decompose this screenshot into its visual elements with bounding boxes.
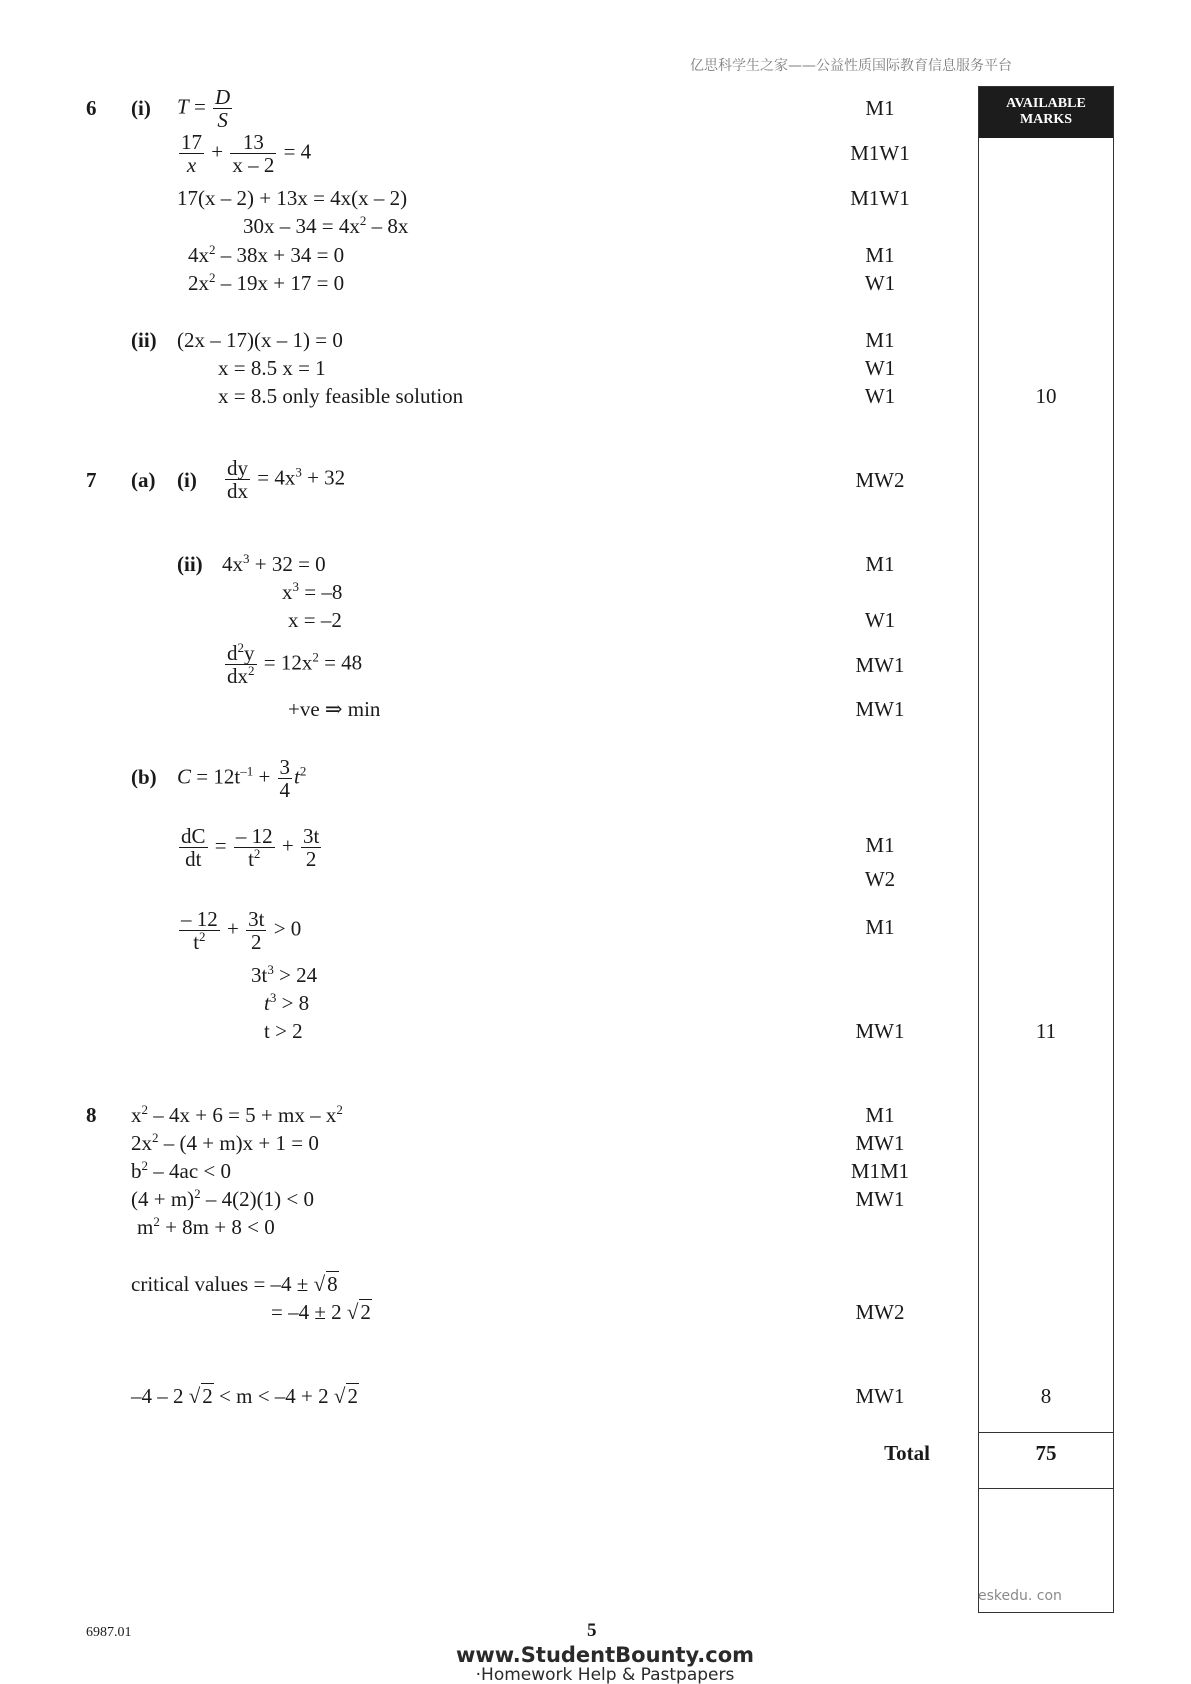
question-7-number: 7: [86, 468, 97, 492]
expression-part: > 0: [273, 916, 302, 941]
q6-step-time-formula: [177, 86, 234, 131]
q7-mark-5: MW1: [855, 697, 905, 721]
fraction-numerator: 3: [279, 755, 291, 779]
q7-dy-dx-fraction: [225, 457, 250, 502]
q7-mark-7: W2: [864, 867, 896, 891]
fraction-denominator: [225, 665, 257, 687]
equals-sign: =: [214, 833, 227, 858]
expression-part: critical values = –4 ±: [131, 1272, 314, 1296]
q7-step-second-derivative: [223, 642, 362, 687]
q7-minus-12-over-t2-fraction: [179, 908, 220, 953]
q7-mark-8: M1: [865, 915, 895, 939]
plus-sign: +: [227, 916, 239, 941]
expression-part: = 12x: [263, 650, 313, 675]
expression-part: b: [131, 1159, 142, 1183]
q8-step-substituted: [131, 1186, 314, 1211]
q6-mark-5: W1: [864, 271, 896, 295]
expression-part: d: [227, 641, 238, 665]
superscript: 2: [248, 663, 255, 679]
header-watermark: 亿思科学生之家——公益性质国际教育信息服务平台: [690, 58, 1012, 74]
q7-mark-2: M1: [865, 552, 895, 576]
available-marks-header-line2: MARKS: [1019, 112, 1073, 127]
expression-part: – 38x + 34 = 0: [215, 243, 345, 267]
q8-mark-4: MW1: [855, 1187, 905, 1211]
site-tagline: ·Homework Help & Pastpapers: [475, 1665, 735, 1684]
radicand: 8: [327, 1272, 338, 1296]
q6-mark-1: M1: [865, 96, 895, 120]
fraction-numerator: 17: [181, 130, 202, 154]
superscript: 2: [209, 270, 216, 285]
expression-part: + 8m + 8 < 0: [159, 1215, 275, 1239]
q8-step-quadratic: [131, 1130, 319, 1155]
page-number: 5: [587, 1620, 597, 1641]
expression-part: C: [177, 764, 192, 789]
fraction-denominator: [234, 848, 275, 870]
square-root: [347, 1302, 372, 1323]
q7-mark-6: M1: [865, 833, 895, 857]
q6-mark-6: M1: [865, 328, 895, 352]
square-root: [334, 1386, 359, 1407]
expression-part: 4x: [222, 552, 243, 576]
fraction-numerator: – 12: [181, 907, 218, 931]
expression-part: 3t: [251, 963, 268, 987]
expression-part: = 4x: [257, 465, 296, 490]
q6-step-expanded: 17(x – 2) + 13x = 4x(x – 2): [177, 186, 408, 210]
superscript: 3: [295, 464, 302, 480]
q6-mark-7: W1: [864, 356, 896, 380]
q8-mark-2: MW1: [855, 1131, 905, 1155]
radicand: 2: [347, 1384, 358, 1408]
q7-mark-9: MW1: [855, 1019, 905, 1043]
q6-mark-3: M1W1: [850, 186, 910, 210]
q7-mark-3: W1: [864, 608, 896, 632]
superscript: 2: [253, 846, 261, 862]
q6-distance-over-speed-fraction: [213, 86, 232, 131]
fraction-denominator: x: [186, 153, 197, 178]
superscript: 2: [152, 1130, 159, 1145]
superscript: 3: [292, 579, 299, 594]
fraction-denominator: 2: [251, 930, 262, 955]
total-marks-value: 75: [1035, 1441, 1057, 1465]
radical-sign: √: [188, 1384, 201, 1408]
plus-sign: +: [253, 764, 276, 789]
q8-step-intersection: [131, 1102, 343, 1127]
square-root: [189, 1386, 214, 1407]
q7-3t-over-2-fraction: [301, 825, 321, 870]
q7-step-cost-function: [177, 756, 306, 801]
superscript: 3: [269, 990, 277, 1005]
plus-sign: +: [211, 139, 224, 164]
q8-mark-5: MW2: [855, 1300, 905, 1324]
q7-step-t-value: t > 2: [264, 1019, 303, 1043]
q6-part-ii-label: (ii): [131, 328, 157, 352]
q7-available-marks: 11: [1035, 1019, 1057, 1043]
expression-part: = 48: [318, 650, 363, 675]
expression-part: 30x – 34 = 4x: [243, 214, 360, 238]
fraction-denominator: dx: [227, 479, 248, 504]
available-marks-header: [979, 87, 1113, 138]
q8-step-final-range: [131, 1386, 359, 1407]
fraction-denominator: 2: [305, 847, 317, 872]
superscript: 2: [141, 1102, 148, 1117]
q7-step-3t-cubed: [251, 962, 318, 987]
expression-part: – 4x + 6 = 5 + mx – x: [148, 1103, 337, 1127]
q6-equals-sign: =: [188, 94, 206, 119]
superscript: 2: [199, 929, 206, 945]
radicand: 2: [360, 1300, 371, 1324]
expression-part: x: [282, 580, 293, 604]
q7-step-x-cubed: [282, 579, 343, 604]
q7-step-derivative: [223, 457, 345, 502]
fraction-numerator: dC: [181, 824, 206, 848]
superscript: 2: [359, 213, 367, 228]
expression-part: < m < –4 + 2: [213, 1384, 334, 1408]
expression-part: + 32 = 0: [249, 552, 326, 576]
paper-code: 6987.01: [86, 1625, 132, 1640]
radical-sign: √: [346, 1300, 359, 1324]
q6-step-roots: x = 8.5 x = 1: [218, 356, 326, 380]
total-label: Total: [884, 1441, 930, 1465]
fraction-numerator: 13: [230, 131, 276, 154]
fraction-numerator: – 12: [235, 824, 273, 848]
q7-step-x-value: x = –2: [288, 608, 342, 632]
expression-part: = 12t: [191, 764, 241, 789]
q7-d2y-dx2-fraction: [225, 642, 257, 687]
q7-part-i-label: (i): [177, 468, 197, 492]
superscript: 2: [141, 1158, 148, 1173]
expression-part: – 4(2)(1) < 0: [200, 1187, 314, 1211]
available-marks-header-line1: AVAILABLE: [1006, 96, 1086, 111]
q8-mark-1: M1: [865, 1103, 895, 1127]
expression-part: –4 – 2: [131, 1384, 189, 1408]
expression-part: (4 + m): [131, 1187, 195, 1211]
superscript: –1: [240, 763, 254, 779]
total-row-bottom-rule: [978, 1488, 1114, 1489]
expression-part: t: [248, 847, 254, 872]
expression-part: > 8: [276, 991, 310, 1015]
expression-part: 2x: [188, 271, 209, 295]
fraction-denominator: x – 2: [232, 153, 275, 178]
fraction-numerator: 3t: [248, 907, 265, 931]
q7-step-t-cubed: [264, 990, 310, 1015]
fraction-numerator: dy: [227, 456, 248, 480]
q7-step-inequality: [177, 908, 301, 953]
q6-step-fraction-equation: [177, 131, 311, 176]
expression-part: = –8: [299, 580, 343, 604]
fraction-numerator: D: [215, 85, 231, 109]
fraction-numerator: [225, 642, 257, 665]
q8-available-marks: 8: [1040, 1384, 1052, 1408]
q6-time-symbol: T: [177, 94, 189, 119]
q7-step-cost-derivative: [177, 825, 323, 870]
plus-sign: +: [281, 833, 294, 858]
q6-mark-2: M1W1: [850, 141, 910, 165]
q6-step-feasible-solution: x = 8.5 only feasible solution: [218, 384, 464, 408]
footer-watermark: eskedu. con: [978, 1588, 1062, 1604]
superscript: 2: [299, 763, 307, 779]
expression-part: > 24: [273, 963, 318, 987]
superscript: 2: [312, 649, 319, 665]
expression-part: m: [137, 1215, 154, 1239]
q6-step-factorised: (2x – 17)(x – 1) = 0: [177, 328, 343, 352]
q7-minus-12-over-t2-fraction: [234, 825, 275, 870]
expression-part: t: [264, 991, 270, 1015]
q7-part-b-label: (b): [131, 765, 157, 789]
q7-three-quarters-fraction: [278, 756, 293, 801]
q6-fraction-13-over-x-minus-2: [230, 131, 276, 176]
q6-mark-4: M1: [865, 243, 895, 267]
expression-part: 2x: [131, 1131, 152, 1155]
radical-sign: √: [333, 1384, 346, 1408]
q7-3t-over-2-fraction: [246, 908, 266, 953]
total-row-top-rule: [978, 1432, 1114, 1433]
expression-part: – 8x: [366, 214, 409, 238]
expression-part: t: [294, 764, 300, 789]
q7-dc-dt-fraction: [179, 825, 208, 870]
site-url: www.StudentBounty.com: [455, 1643, 755, 1667]
fraction-numerator: 3t: [302, 824, 320, 848]
q7-part-ii-label: (ii): [177, 552, 203, 576]
radical-sign: √: [313, 1272, 326, 1296]
expression-part: y: [244, 641, 255, 665]
expression-part: 4x: [188, 243, 209, 267]
q7-mark-1: MW2: [855, 468, 905, 492]
q7-step-minimum: +ve ⇒ min: [288, 697, 381, 721]
fraction-denominator: S: [217, 108, 228, 133]
expression-part: – 4ac < 0: [148, 1159, 231, 1183]
q8-step-critical-values-simplified: [271, 1302, 372, 1323]
superscript: 2: [153, 1214, 160, 1229]
q8-step-critical-values: [131, 1274, 339, 1295]
fraction-denominator: 4: [279, 778, 291, 803]
question-8-number: 8: [86, 1103, 97, 1127]
q8-mark-3: M1M1: [850, 1159, 910, 1183]
expression-part: dx: [227, 664, 248, 689]
square-root: [314, 1274, 339, 1295]
expression-part: t: [193, 930, 200, 955]
superscript: 2: [237, 640, 244, 655]
superscript: 3: [243, 551, 250, 566]
q6-mark-8: W1: [864, 384, 896, 408]
q6-fraction-17-over-x: [179, 131, 204, 176]
superscript: 2: [194, 1186, 201, 1201]
superscript: 3: [267, 962, 274, 977]
q6-step-simplified: [243, 213, 409, 238]
q7-mark-4: MW1: [855, 653, 905, 677]
fraction-denominator: dt: [185, 847, 202, 872]
q6-step-quadratic: [188, 242, 345, 267]
q8-step-discriminant: [131, 1158, 231, 1183]
expression-part: = –4 ± 2: [271, 1300, 347, 1324]
q6-available-marks: 10: [1035, 384, 1057, 408]
studentbounty-logo: [445, 1645, 765, 1684]
q6-part-i-label: (i): [131, 96, 151, 120]
q8-step-m-quadratic: [137, 1214, 275, 1239]
expression-part: – 19x + 17 = 0: [215, 271, 345, 295]
q7-step-set-zero: [222, 551, 326, 576]
q7-part-a-label: (a): [131, 468, 156, 492]
equation-rhs: = 4: [283, 139, 312, 164]
superscript: 2: [336, 1102, 343, 1117]
q8-mark-6: MW1: [855, 1384, 905, 1408]
expression-part: x: [131, 1103, 142, 1127]
expression-part: – (4 + m)x + 1 = 0: [158, 1131, 319, 1155]
radicand: 2: [202, 1384, 213, 1408]
question-6-number: 6: [86, 96, 97, 120]
expression-part: + 32: [301, 465, 346, 490]
q6-step-quadratic-reduced: [188, 270, 345, 295]
fraction-denominator: [179, 931, 220, 953]
superscript: 2: [209, 242, 216, 257]
